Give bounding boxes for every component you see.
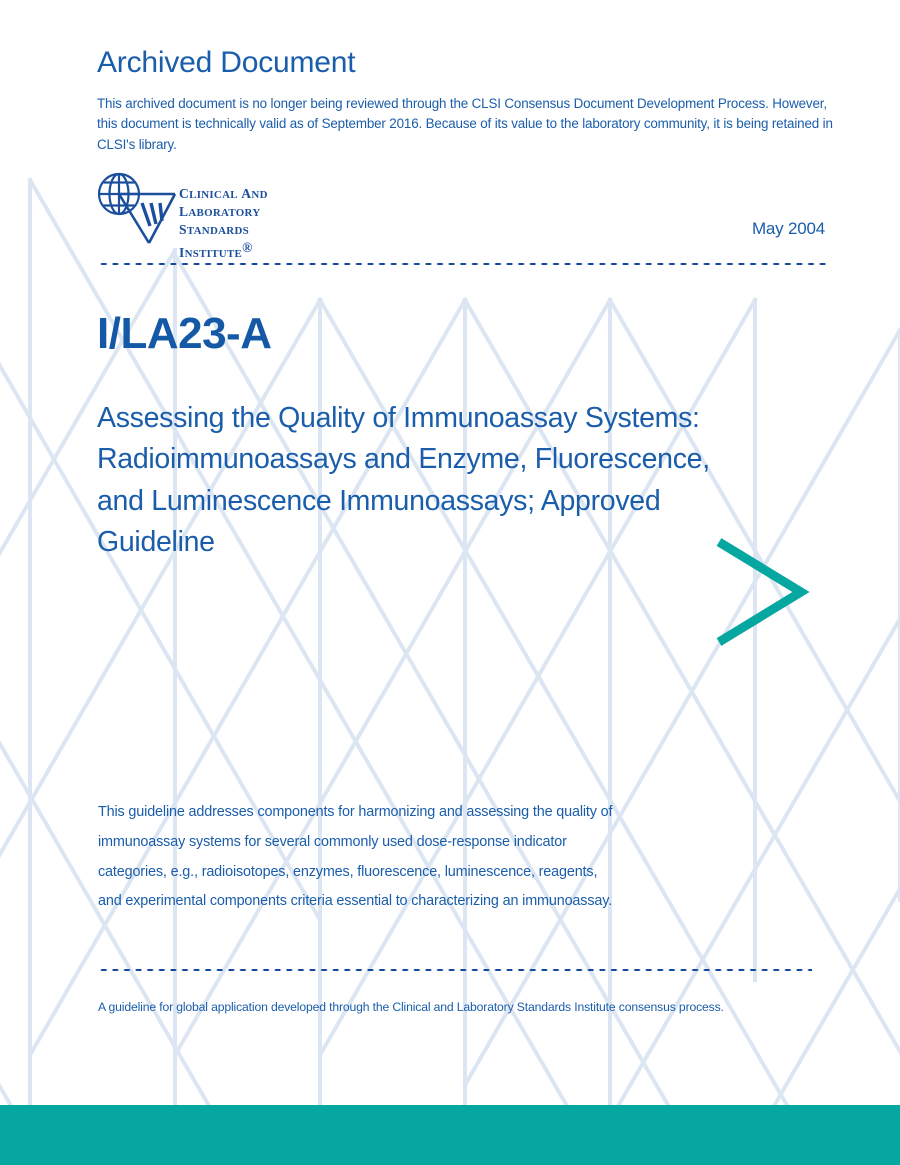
wordmark-line-3: STANDARDS — [179, 221, 249, 237]
archived-document-heading: Archived Document — [97, 46, 356, 79]
clsi-globe-chevron-logo-icon — [95, 171, 177, 245]
clsi-logo — [95, 169, 395, 260]
wordmark-line-1: CLINICAL AND — [179, 186, 268, 201]
issue-date: May 2004 — [751, 219, 825, 238]
abstract-text: This guideline addresses components for harmonizing and assessing the quality of immunoassay systems for several commonly used dose-response indicator categories, e.g., radioisotopes, enzymes, fluorescence, luminescence, reagents, and experimental components criteria essential to characterizing an immunoassay. — [98, 804, 613, 910]
dotted-divider-bottom — [98, 968, 812, 972]
dotted-divider-top — [98, 262, 828, 266]
footer-note: A guideline for global application developed through the Clinical and Laboratory Standards Institute consensus process. — [98, 1000, 724, 1014]
document-title: Assessing the Quality of Immunoassay Systems: Radioimmunoassays and Enzyme, Fluorescence, and Luminescence Immunoassays; Approved Guideline — [97, 402, 710, 558]
teal-chevron-right-icon — [705, 534, 815, 649]
clsi-wordmark — [179, 185, 268, 262]
archived-document-note: This archived document is no longer being reviewed through the CLSI Consensus Document Development Process. However, this document is technically valid as of September 2016. Because of its value to the laboratory community, it is being retained in CLSI's library. — [97, 96, 833, 152]
wordmark-line-4-text: INSTITUTE — [179, 245, 243, 260]
bottom-teal-band — [0, 1105, 900, 1165]
wordmark-line-2: LABORATORY — [179, 203, 261, 219]
registered-trademark-mark: ® — [242, 239, 253, 255]
wordmark-line-4 — [179, 239, 268, 262]
document-code: I/LA23-A — [97, 309, 272, 358]
